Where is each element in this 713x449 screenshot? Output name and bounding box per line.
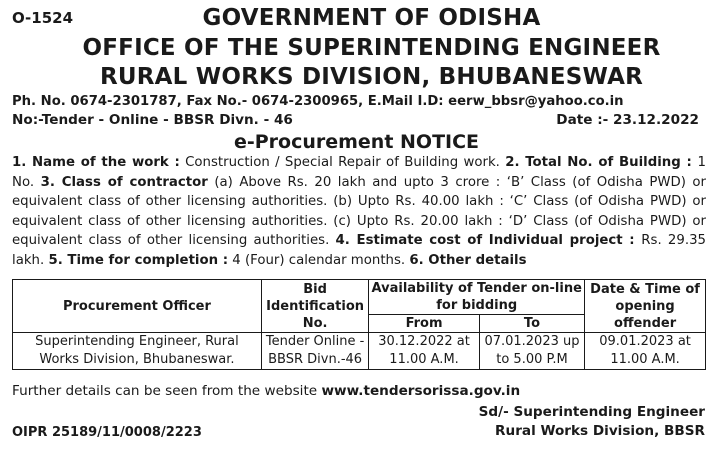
cell-bid-id: Tender Online -BBSR Divn.-46 (261, 333, 368, 370)
further-details (12, 383, 520, 399)
label-other-details: 6. Other details (409, 252, 527, 268)
signature-title: Sd/- Superintending Engineer (478, 404, 705, 420)
notice-date: Date :- 23.12.2022 (556, 112, 699, 128)
label-total-buildings: 2. Total No. of Building : (505, 155, 698, 170)
table-row (13, 333, 706, 370)
header-availability: Availability of Tender on-line for bidding (369, 280, 585, 315)
value-class-of-contractor: (a) Above Rs. 20 lakh and upto 3 crore : ‘B’ Class (of Odisha PWD) or equivalent class of other licensing authorities. (b) Upto Rs. 40.00 lakh : ‘C’ Class (of Odisha PWD) or equivalent class of other licensing authorities. (c) Upto Rs. 20.00 lakh : ‘D’ Class (of Odisha PWD) or equivalent class of other licensing authorities. (12, 174, 706, 248)
header-procurement-officer: Procurement Officer (13, 280, 262, 333)
notice-title: e-Procurement NOTICE (233, 131, 480, 153)
heading-office: OFFICE OF THE SUPERINTENDING ENGINEER (82, 35, 661, 61)
value-time-for-completion: 4 (Four) calendar months. (228, 252, 410, 268)
label-name-of-work: 1. Name of the work : (12, 155, 180, 170)
value-name-of-work: Construction / Special Repair of Building work. (179, 155, 506, 170)
tender-number: No:-Tender - Online - BBSR Divn. - 46 (12, 112, 293, 128)
website-link[interactable]: www.tendersorissa.gov.in (321, 383, 521, 399)
cell-from: 30.12.2022 at 11.00 A.M. (369, 333, 480, 370)
contact-line: Ph. No. 0674-2301787, Fax No.- 0674-2300965, E.Mail I.D: eerw_bbsr@yahoo.co.in (12, 94, 624, 109)
table-header-row (13, 280, 706, 315)
notice-body (12, 153, 706, 270)
cell-opening: 09.01.2023 at 11.00 A.M. (585, 333, 706, 370)
value-estimate-cost: Rs. 29.35 lakh. (12, 233, 706, 268)
label-class-of-contractor: 3. Class of contractor (40, 174, 208, 190)
procurement-table (12, 279, 706, 370)
oipr-number: OIPR 25189/11/0008/2223 (12, 425, 202, 440)
notice-code: O-1524 (12, 9, 74, 27)
label-estimate-cost: 4. Estimate cost of Individual project : (335, 233, 642, 248)
value-total-buildings: 1 No. (12, 155, 706, 190)
header-from: From (369, 315, 480, 333)
signature-division: Rural Works Division, BBSR (495, 423, 705, 439)
header-to: To (479, 315, 584, 333)
cell-officer: Superintending Engineer, Rural Works Division, Bhubaneswar. (13, 333, 262, 370)
heading-government: GOVERNMENT OF ODISHA (202, 5, 541, 31)
cell-to: 07.01.2023 up to 5.00 P.M (479, 333, 584, 370)
label-time-for-completion: 5. Time for completion : (48, 252, 229, 268)
header-bid-identification: Bid Identification No. (261, 280, 368, 333)
further-details-text: Further details can be seen from the website (12, 383, 322, 399)
heading-division: RURAL WORKS DIVISION, BHUBANESWAR (99, 64, 644, 90)
header-date-time-opening: Date & Time of opening offender (585, 280, 706, 333)
